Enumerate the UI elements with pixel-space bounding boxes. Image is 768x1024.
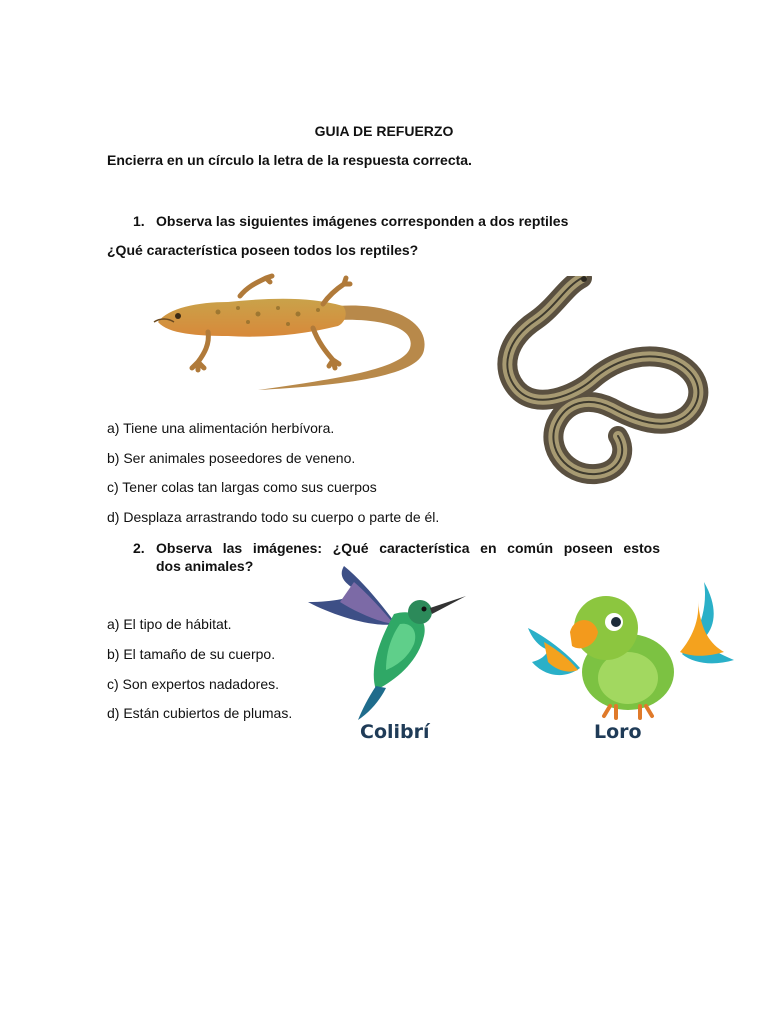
page-title: GUIA DE REFUERZO: [314, 123, 454, 139]
question-1-number: 1.: [133, 213, 145, 229]
question-1-subquestion: ¿Qué característica poseen todos los reptiles?: [107, 242, 419, 258]
q2-option-b: b) El tamaño de su cuerpo.: [107, 646, 276, 662]
question-1: [133, 213, 568, 229]
parrot-image: [524, 580, 738, 720]
lizard-image: [148, 272, 430, 394]
q1-option-c: c) Tener colas tan largas como sus cuerpos: [107, 479, 377, 495]
question-2-number: 2.: [133, 540, 145, 556]
q2-option-a: a) El tipo de hábitat.: [107, 616, 232, 632]
instruction: Encierra en un círculo la letra de la respuesta correcta.: [107, 152, 472, 168]
q1-option-a: a) Tiene una alimentación herbívora.: [107, 420, 335, 436]
hummingbird-caption: Colibrí: [360, 721, 430, 743]
question-2-text-line1: Observa las imágenes: ¿Qué característica en común poseen estos: [156, 540, 660, 556]
snake-image: [496, 276, 710, 486]
q2-option-c: c) Son expertos nadadores.: [107, 676, 279, 692]
question-1-text: Observa las siguientes imágenes corresponden a dos reptiles: [156, 213, 569, 229]
hummingbird-image: [304, 562, 470, 722]
q1-option-d: d) Desplaza arrastrando todo su cuerpo o parte de él.: [107, 509, 440, 525]
q2-option-d: d) Están cubiertos de plumas.: [107, 705, 293, 721]
q1-option-b: b) Ser animales poseedores de veneno.: [107, 450, 356, 466]
question-2-text-line2: dos animales?: [156, 558, 254, 574]
parrot-caption: Loro: [594, 721, 642, 743]
